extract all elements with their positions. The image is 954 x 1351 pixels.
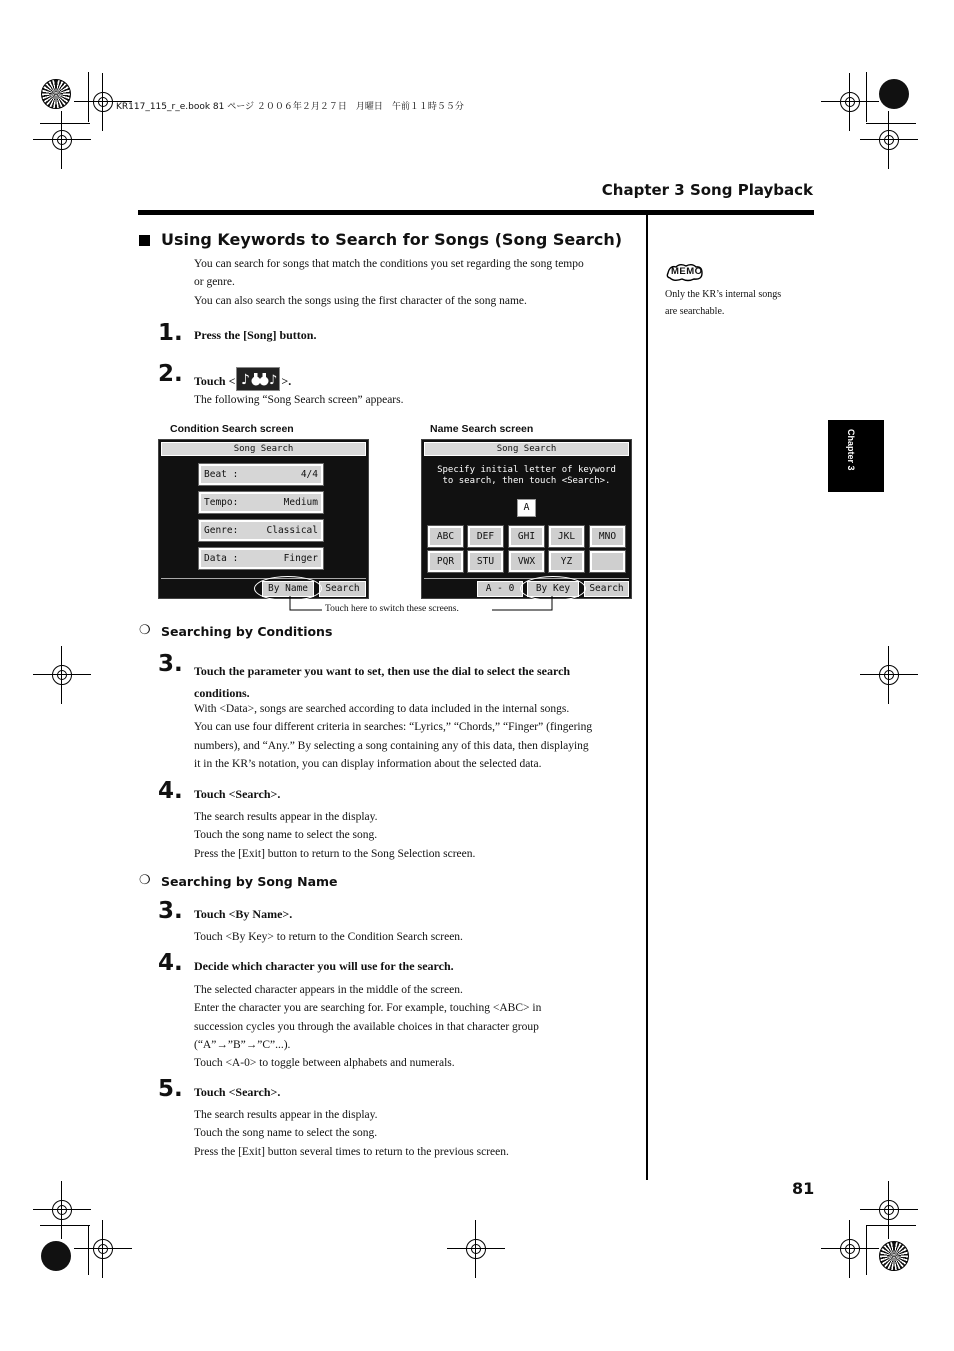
a-0-toggle-button[interactable]: A - 0	[477, 581, 523, 597]
beat-param[interactable]	[199, 464, 323, 485]
param-label: Data :	[204, 553, 239, 564]
body-line: it in the KR’s notation, you can display information about the selected data.	[194, 757, 542, 770]
step-instruction-line: conditions.	[194, 686, 250, 700]
chapter-side-tab	[828, 420, 884, 492]
print-header: KR117_115_r_e.book 81 ページ ２００６年２月２７日 月曜日 午前１１時５５分	[116, 102, 464, 112]
key-vwx[interactable]: VWX	[509, 551, 544, 572]
song-search-button[interactable]	[236, 367, 280, 391]
step-instruction: Touch <By Name>.	[194, 907, 293, 921]
intro-line: or genre.	[194, 276, 235, 289]
body-line: The search results appear in the display.	[194, 811, 378, 823]
memo-icon	[666, 263, 704, 282]
crop-mark	[866, 1225, 867, 1275]
key-ghi[interactable]: GHI	[509, 526, 544, 547]
param-label: Beat :	[204, 469, 239, 480]
key-abc[interactable]: ABC	[428, 526, 463, 547]
screen-divider	[424, 578, 629, 579]
body-line: (“A”→”B”→”C”...).	[194, 1038, 291, 1051]
registration-mark	[461, 1234, 491, 1264]
step-body	[194, 700, 592, 773]
genre-param[interactable]	[199, 520, 323, 541]
registration-mark	[835, 87, 865, 117]
by-key-button[interactable]: By Key	[527, 581, 579, 597]
crop-mark	[866, 72, 867, 122]
crop-mark	[88, 1225, 89, 1275]
key-yz[interactable]: YZ	[549, 551, 584, 572]
body-line: With <Data>, songs are searched according to data included in the internal songs.	[194, 703, 570, 715]
step-instruction: Press the [Song] button.	[194, 328, 317, 342]
by-conditions-title: Searching by Conditions	[161, 624, 333, 639]
instruction-line: to search, then touch <Search>.	[442, 476, 611, 486]
step-instruction-post: >.	[281, 373, 292, 388]
by-name-title: Searching by Song Name	[161, 874, 338, 889]
memo-line: are searchable.	[665, 306, 725, 317]
step-number: 5.	[158, 1076, 183, 1102]
registration-mark	[874, 660, 904, 690]
crop-mark	[40, 123, 90, 124]
body-line: Press the [Exit] button several times to return to the previous screen.	[194, 1145, 509, 1158]
svg-text:♪: ♪	[241, 372, 251, 388]
registration-dot-bottom-left	[41, 1241, 71, 1271]
step-instruction	[194, 660, 634, 704]
search-button[interactable]: Search	[584, 581, 629, 597]
body-line: Enter the character you are searching for. For example, touching <ABC> in	[194, 1002, 542, 1015]
body-line: Touch the song name to select the song.	[194, 829, 378, 842]
memo-icon-label: MEMO	[671, 266, 703, 277]
intro-line: You can search for songs that match the conditions you set regarding the song tempo	[194, 258, 584, 270]
key-def[interactable]: DEF	[468, 526, 503, 547]
instruction-text	[422, 465, 631, 487]
step-body	[194, 808, 475, 863]
step-number: 3.	[158, 898, 183, 924]
body-line: The selected character appears in the middle of the screen.	[194, 984, 463, 996]
step-instruction-line: Touch the parameter you want to set, then use the dial to select the search	[194, 664, 571, 678]
step-body	[194, 1106, 509, 1161]
column-divider	[646, 214, 648, 1180]
body-line: Touch the song name to select the song.	[194, 1127, 378, 1140]
step-body	[194, 928, 463, 946]
intro-paragraph	[194, 255, 634, 310]
name-screen-caption: Name Search screen	[430, 423, 534, 435]
step-note: The following “Song Search screen” appears.	[194, 394, 404, 406]
intro-line: You can also search the songs using the first character of the song name.	[194, 294, 527, 307]
param-value: Finger	[283, 553, 318, 564]
body-line: Press the [Exit] button to return to the Song Selection screen.	[194, 847, 476, 860]
param-value: Classical	[266, 525, 318, 536]
screen-title: Song Search	[161, 442, 366, 456]
crop-mark	[866, 123, 916, 124]
registration-mark	[88, 1234, 118, 1264]
registration-mark	[874, 125, 904, 155]
registration-sunburst-bottom-right	[879, 1241, 909, 1271]
search-button[interactable]: Search	[319, 581, 366, 597]
svg-text:♪: ♪	[269, 373, 278, 388]
param-value: 4/4	[300, 469, 318, 480]
sub-bullet-icon: ❍	[139, 873, 151, 888]
key-blank[interactable]	[590, 551, 625, 572]
registration-mark	[47, 1195, 77, 1225]
binoculars-music-icon	[241, 369, 277, 393]
header-rule	[138, 210, 814, 215]
step-number: 4.	[158, 950, 183, 976]
condition-search-screen	[158, 439, 369, 599]
crop-mark	[866, 1225, 916, 1226]
step-number: 2.	[158, 361, 183, 387]
step-instruction: Decide which character you will use for the search.	[194, 959, 454, 973]
key-stu[interactable]: STU	[468, 551, 503, 572]
chapter-side-tab-label: Chapter 3	[846, 429, 856, 471]
registration-mark	[835, 1234, 865, 1264]
body-line: Touch <A-0> to toggle between alphabets and numerals.	[194, 1057, 455, 1070]
registration-mark	[874, 1195, 904, 1225]
registration-mark	[47, 125, 77, 155]
page-number: 81	[792, 1179, 815, 1198]
by-name-button[interactable]: By Name	[262, 581, 314, 597]
key-pqr[interactable]: PQR	[428, 551, 463, 572]
step-number: 4.	[158, 778, 183, 804]
condition-screen-caption: Condition Search screen	[170, 423, 294, 435]
key-mno[interactable]: MNO	[590, 526, 625, 547]
body-line: numbers), and “Any.” By selecting a song containing any of this data, then displaying	[194, 739, 589, 752]
sub-bullet-icon: ❍	[139, 623, 151, 638]
instruction-line: Specify initial letter of keyword	[437, 465, 616, 475]
step-number: 1.	[158, 320, 183, 346]
step-instruction: Touch <Search>.	[194, 1085, 281, 1099]
name-search-screen	[421, 439, 632, 599]
registration-dot-top-right	[879, 79, 909, 109]
param-label: Genre:	[204, 525, 239, 536]
param-value: Medium	[283, 497, 318, 508]
body-line: succession cycles you through the available choices in that character group	[194, 1020, 539, 1033]
crop-mark	[40, 1225, 90, 1226]
tempo-param[interactable]	[199, 492, 323, 513]
key-jkl[interactable]: JKL	[549, 526, 584, 547]
step-instruction-pre: Touch <	[194, 373, 236, 388]
registration-mark	[88, 87, 118, 117]
section-title: Using Keywords to Search for Songs (Song Search)	[161, 230, 623, 249]
memo-text	[665, 286, 781, 320]
registration-sunburst-top-left	[41, 79, 71, 109]
crop-mark	[88, 72, 89, 122]
data-param[interactable]	[199, 548, 323, 569]
selected-character: A	[517, 499, 536, 517]
body-line: The search results appear in the display.	[194, 1109, 378, 1121]
step-instruction: Touch <Search>.	[194, 787, 281, 801]
callout-text: Touch here to switch these screens.	[325, 604, 459, 614]
chapter-header: Chapter 3 Song Playback	[601, 181, 813, 199]
body-line: Touch <By Key> to return to the Condition Search screen.	[194, 931, 463, 943]
step-number: 3.	[158, 651, 183, 677]
screen-title: Song Search	[424, 442, 629, 456]
body-line: You can use four different criteria in searches: “Lyrics,” “Chords,” “Finger” (fingering	[194, 721, 593, 734]
section-bullet-icon	[139, 235, 150, 246]
step-body	[194, 981, 541, 1072]
param-label: Tempo:	[204, 497, 239, 508]
memo-line: Only the KR’s internal songs	[665, 289, 782, 300]
registration-mark	[47, 660, 77, 690]
